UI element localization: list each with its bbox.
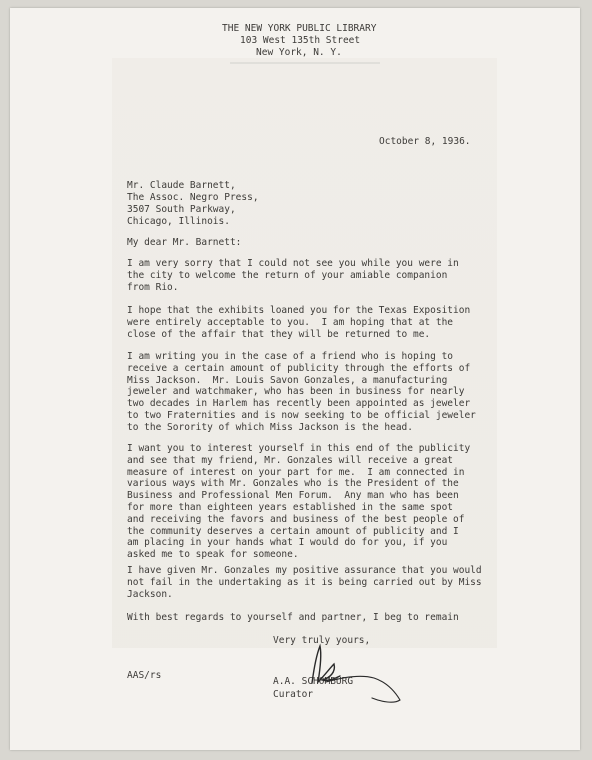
recipient-line1: Mr. Claude Barnett, [127, 180, 236, 191]
handwritten-signature [290, 638, 420, 708]
paragraph-3: I am writing you in the case of a friend who is hoping to receive a certain amount of publicity through the efforts of Miss Jackson. Mr. Louis Savon Gonzales, a manufacturing jeweler and watchmaker, who has been in business for nearly two decades in Harlem has recently been appointed as jeweler to two Fraternities and is now seeking to be official jeweler to the Sorority of which Miss Jackson is the head. [127, 351, 476, 433]
recipient-line2: The Assoc. Negro Press, [127, 192, 259, 203]
paragraph-2: I hope that the exhibits loaned you for the Texas Exposition were entirely acceptable to you. I am hoping that at the close of the affair that they will be returned to me. [127, 305, 471, 340]
salutation: My dear Mr. Barnett: [127, 237, 242, 248]
letterhead-line3: New York, N. Y. [256, 47, 342, 58]
recipient-line4: Chicago, Illinois. [127, 216, 230, 227]
signer-name: A.A. SCHOMBURG [273, 676, 354, 687]
paragraph-6: With best regards to yourself and partner, I beg to remain [127, 612, 459, 623]
closing: Very truly yours, [273, 635, 371, 646]
watermark-mark [230, 62, 380, 70]
paragraph-1: I am very sorry that I could not see you while you were in the city to welcome the return of your amiable companion from Rio. [127, 258, 459, 293]
signer-title: Curator [273, 689, 314, 700]
letterhead-line2: 103 West 135th Street [240, 35, 361, 46]
recipient-line3: 3507 South Parkway, [127, 204, 236, 215]
letterhead-line1: THE NEW YORK PUBLIC LIBRARY [222, 23, 377, 34]
typist-initials: AAS/rs [127, 670, 162, 681]
paragraph-5: I have given Mr. Gonzales my positive assurance that you would not fail in the undertaking as it is being carried out by Miss Jackson. [127, 565, 482, 600]
letter-date: October 8, 1936. [379, 136, 471, 147]
paragraph-4: I want you to interest yourself in this end of the publicity and see that my friend, Mr. Gonzales will receive a great measure of interest on your part for me. I am connected in various ways with Mr. Gonzales who is the President of the Business and Professional Men Forum. Any man who has been for more than eighteen years established in the same spot and receiving the favors and business of the best people of the community deserves a certain amount of publicity and I am placing in your hands what I would do for you, if you asked me to speak for someone. [127, 443, 471, 561]
